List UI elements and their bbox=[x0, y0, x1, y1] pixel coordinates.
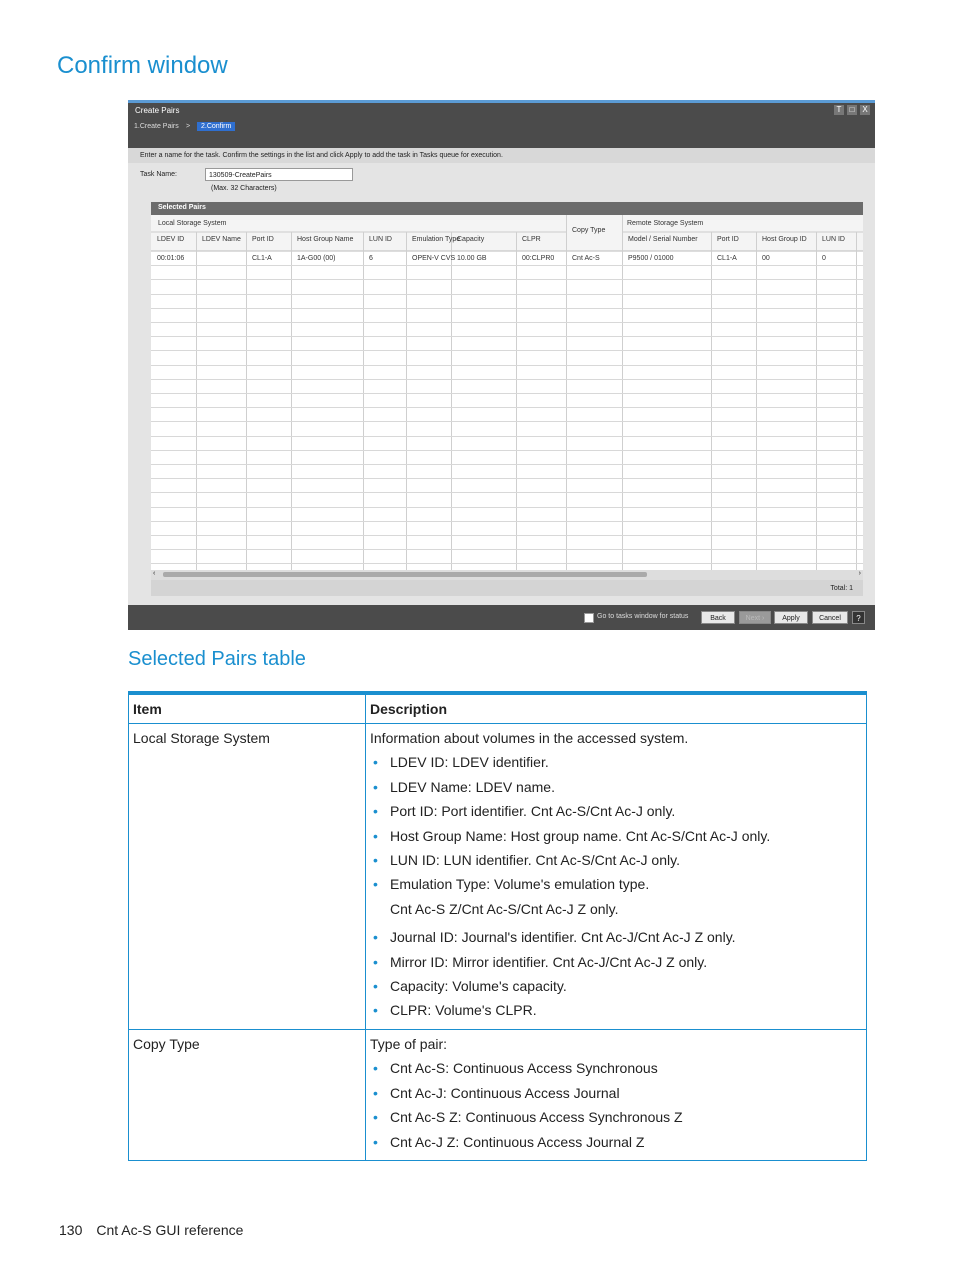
dialog-footer bbox=[128, 605, 875, 630]
table-cell: 00 bbox=[762, 255, 770, 262]
dialog-title: Create Pairs bbox=[135, 106, 180, 115]
selected-pairs-description-table bbox=[128, 691, 867, 1161]
selected-pairs-title: Selected Pairs bbox=[158, 204, 206, 211]
dialog-titlebar bbox=[128, 103, 875, 118]
col-item-header: Item bbox=[129, 693, 366, 724]
list-item: • Emulation Type: Volume's emulation type. bbox=[370, 872, 862, 896]
scroll-right-icon[interactable]: › bbox=[858, 570, 861, 577]
scroll-left-icon[interactable]: ‹ bbox=[153, 570, 156, 577]
list-item: • Port ID: Port identifier. Cnt Ac-S/Cnt Ac-J only. bbox=[370, 799, 862, 823]
next-button[interactable]: Next › bbox=[739, 611, 771, 624]
close-icon[interactable]: X bbox=[860, 105, 870, 115]
group-remote-storage: Remote Storage System bbox=[627, 220, 704, 227]
group-local-storage: Local Storage System bbox=[158, 220, 227, 227]
table-cell: CL1-A bbox=[717, 255, 737, 262]
list-item: • CLPR: Volume's CLPR. bbox=[370, 998, 862, 1022]
table-cell: 00:CLPR0 bbox=[522, 255, 555, 262]
column-header[interactable]: LUN ID bbox=[369, 236, 392, 243]
horizontal-scrollbar[interactable] bbox=[151, 570, 863, 580]
table-row bbox=[129, 1029, 867, 1160]
item-cell: Local Storage System bbox=[129, 724, 366, 1030]
back-button[interactable]: Back bbox=[701, 611, 735, 624]
page-footer bbox=[59, 1222, 243, 1238]
column-header[interactable]: LDEV Name bbox=[202, 236, 241, 243]
goto-tasks-label: Go to tasks window for status bbox=[597, 613, 689, 620]
pin-icon[interactable]: T bbox=[834, 105, 844, 115]
column-header[interactable]: Host Group ID bbox=[762, 236, 807, 243]
crumb-confirm: 2.Confirm bbox=[197, 122, 235, 131]
column-header[interactable]: LUN ID bbox=[822, 236, 845, 243]
column-header[interactable]: Port ID bbox=[717, 236, 739, 243]
column-header[interactable]: LDEV ID bbox=[157, 236, 185, 243]
description-cell bbox=[366, 724, 867, 1030]
total-count: Total: 1 bbox=[830, 585, 853, 592]
total-bar bbox=[151, 580, 863, 596]
column-header[interactable]: Copy Type bbox=[572, 227, 606, 234]
table-cell: 1A-G00 (00) bbox=[297, 255, 336, 262]
footer-text: Cnt Ac-S GUI reference bbox=[96, 1222, 244, 1238]
table-cell: 0 bbox=[822, 255, 826, 262]
task-name-hint: (Max. 32 Characters) bbox=[211, 185, 277, 192]
list-item: • Cnt Ac-S Z: Continuous Access Synchronous Z bbox=[370, 1105, 862, 1129]
crumb-separator: > bbox=[186, 123, 191, 130]
table-cell: Cnt Ac-S bbox=[572, 255, 600, 262]
column-header[interactable]: Capacity bbox=[457, 236, 485, 243]
instruction-text: Enter a name for the task. Confirm the settings in the list and click Apply to add the task in Tasks queue for execution. bbox=[140, 152, 503, 159]
page-number: 130 bbox=[59, 1222, 83, 1238]
table-header-row bbox=[129, 693, 867, 724]
list-item: • Mirror ID: Mirror identifier. Cnt Ac-J/Cnt Ac-J Z only. bbox=[370, 950, 862, 974]
description-intro: Information about volumes in the accessed system. bbox=[370, 730, 689, 746]
task-name-label: Task Name: bbox=[140, 171, 177, 178]
description-intro: Type of pair: bbox=[370, 1035, 448, 1052]
list-item: • Cnt Ac-J: Continuous Access Journal bbox=[370, 1081, 862, 1105]
list-item-continuation: Cnt Ac-S Z/Cnt Ac-S/Cnt Ac-J Z only. bbox=[390, 900, 619, 917]
grid-lines bbox=[151, 215, 863, 570]
goto-tasks-checkbox[interactable] bbox=[584, 613, 594, 623]
list-item: • Host Group Name: Host group name. Cnt Ac-S/Cnt Ac-J only. bbox=[370, 824, 862, 848]
table-cell: 6 bbox=[369, 255, 373, 262]
table-row bbox=[129, 724, 867, 1030]
cancel-button[interactable]: Cancel bbox=[812, 611, 848, 624]
list-item: • Cnt Ac-S: Continuous Access Synchronous bbox=[370, 1056, 862, 1080]
table-cell: 10.00 GB bbox=[457, 255, 487, 262]
task-name-input[interactable]: 130509-CreatePairs bbox=[205, 168, 353, 181]
list-item: • LDEV Name: LDEV name. bbox=[370, 775, 862, 799]
column-header[interactable]: Emulation Type bbox=[412, 236, 461, 243]
table-cell: CL1-A bbox=[252, 255, 272, 262]
list-item: • Capacity: Volume's capacity. bbox=[370, 974, 862, 998]
maximize-icon[interactable]: □ bbox=[847, 105, 857, 115]
table-cell: 00:01:06 bbox=[157, 255, 185, 262]
selected-pairs-grid bbox=[151, 215, 863, 570]
column-header[interactable]: Port ID bbox=[252, 236, 274, 243]
create-pairs-dialog bbox=[128, 100, 875, 630]
apply-button[interactable]: Apply bbox=[774, 611, 808, 624]
table-cell: P9500 / 01000 bbox=[628, 255, 674, 262]
section-title: Selected Pairs table bbox=[128, 648, 306, 670]
scroll-thumb[interactable] bbox=[163, 572, 647, 577]
description-cell bbox=[366, 1029, 867, 1160]
help-button[interactable]: ? bbox=[852, 611, 865, 624]
column-header[interactable]: Model / Serial Number bbox=[628, 236, 698, 243]
wizard-breadcrumb bbox=[128, 118, 875, 148]
list-item: • Cnt Ac-J Z: Continuous Access Journal Z bbox=[370, 1130, 862, 1154]
column-header[interactable]: CLPR bbox=[522, 236, 541, 243]
page-heading: Confirm window bbox=[57, 52, 228, 79]
list-item: • LUN ID: LUN identifier. Cnt Ac-S/Cnt Ac-J only. bbox=[370, 848, 862, 872]
list-item: • Journal ID: Journal's identifier. Cnt Ac-J/Cnt Ac-J Z only. bbox=[370, 925, 862, 949]
item-cell: Copy Type bbox=[129, 1029, 366, 1160]
selected-pairs-header bbox=[151, 202, 863, 215]
table-cell: OPEN-V CVS bbox=[412, 255, 456, 262]
crumb-create-pairs: 1.Create Pairs bbox=[134, 123, 179, 130]
instruction-bar bbox=[128, 148, 875, 163]
column-header[interactable]: Host Group Name bbox=[297, 236, 354, 243]
col-description-header: Description bbox=[366, 693, 867, 724]
list-item: • LDEV ID: LDEV identifier. bbox=[370, 750, 862, 774]
